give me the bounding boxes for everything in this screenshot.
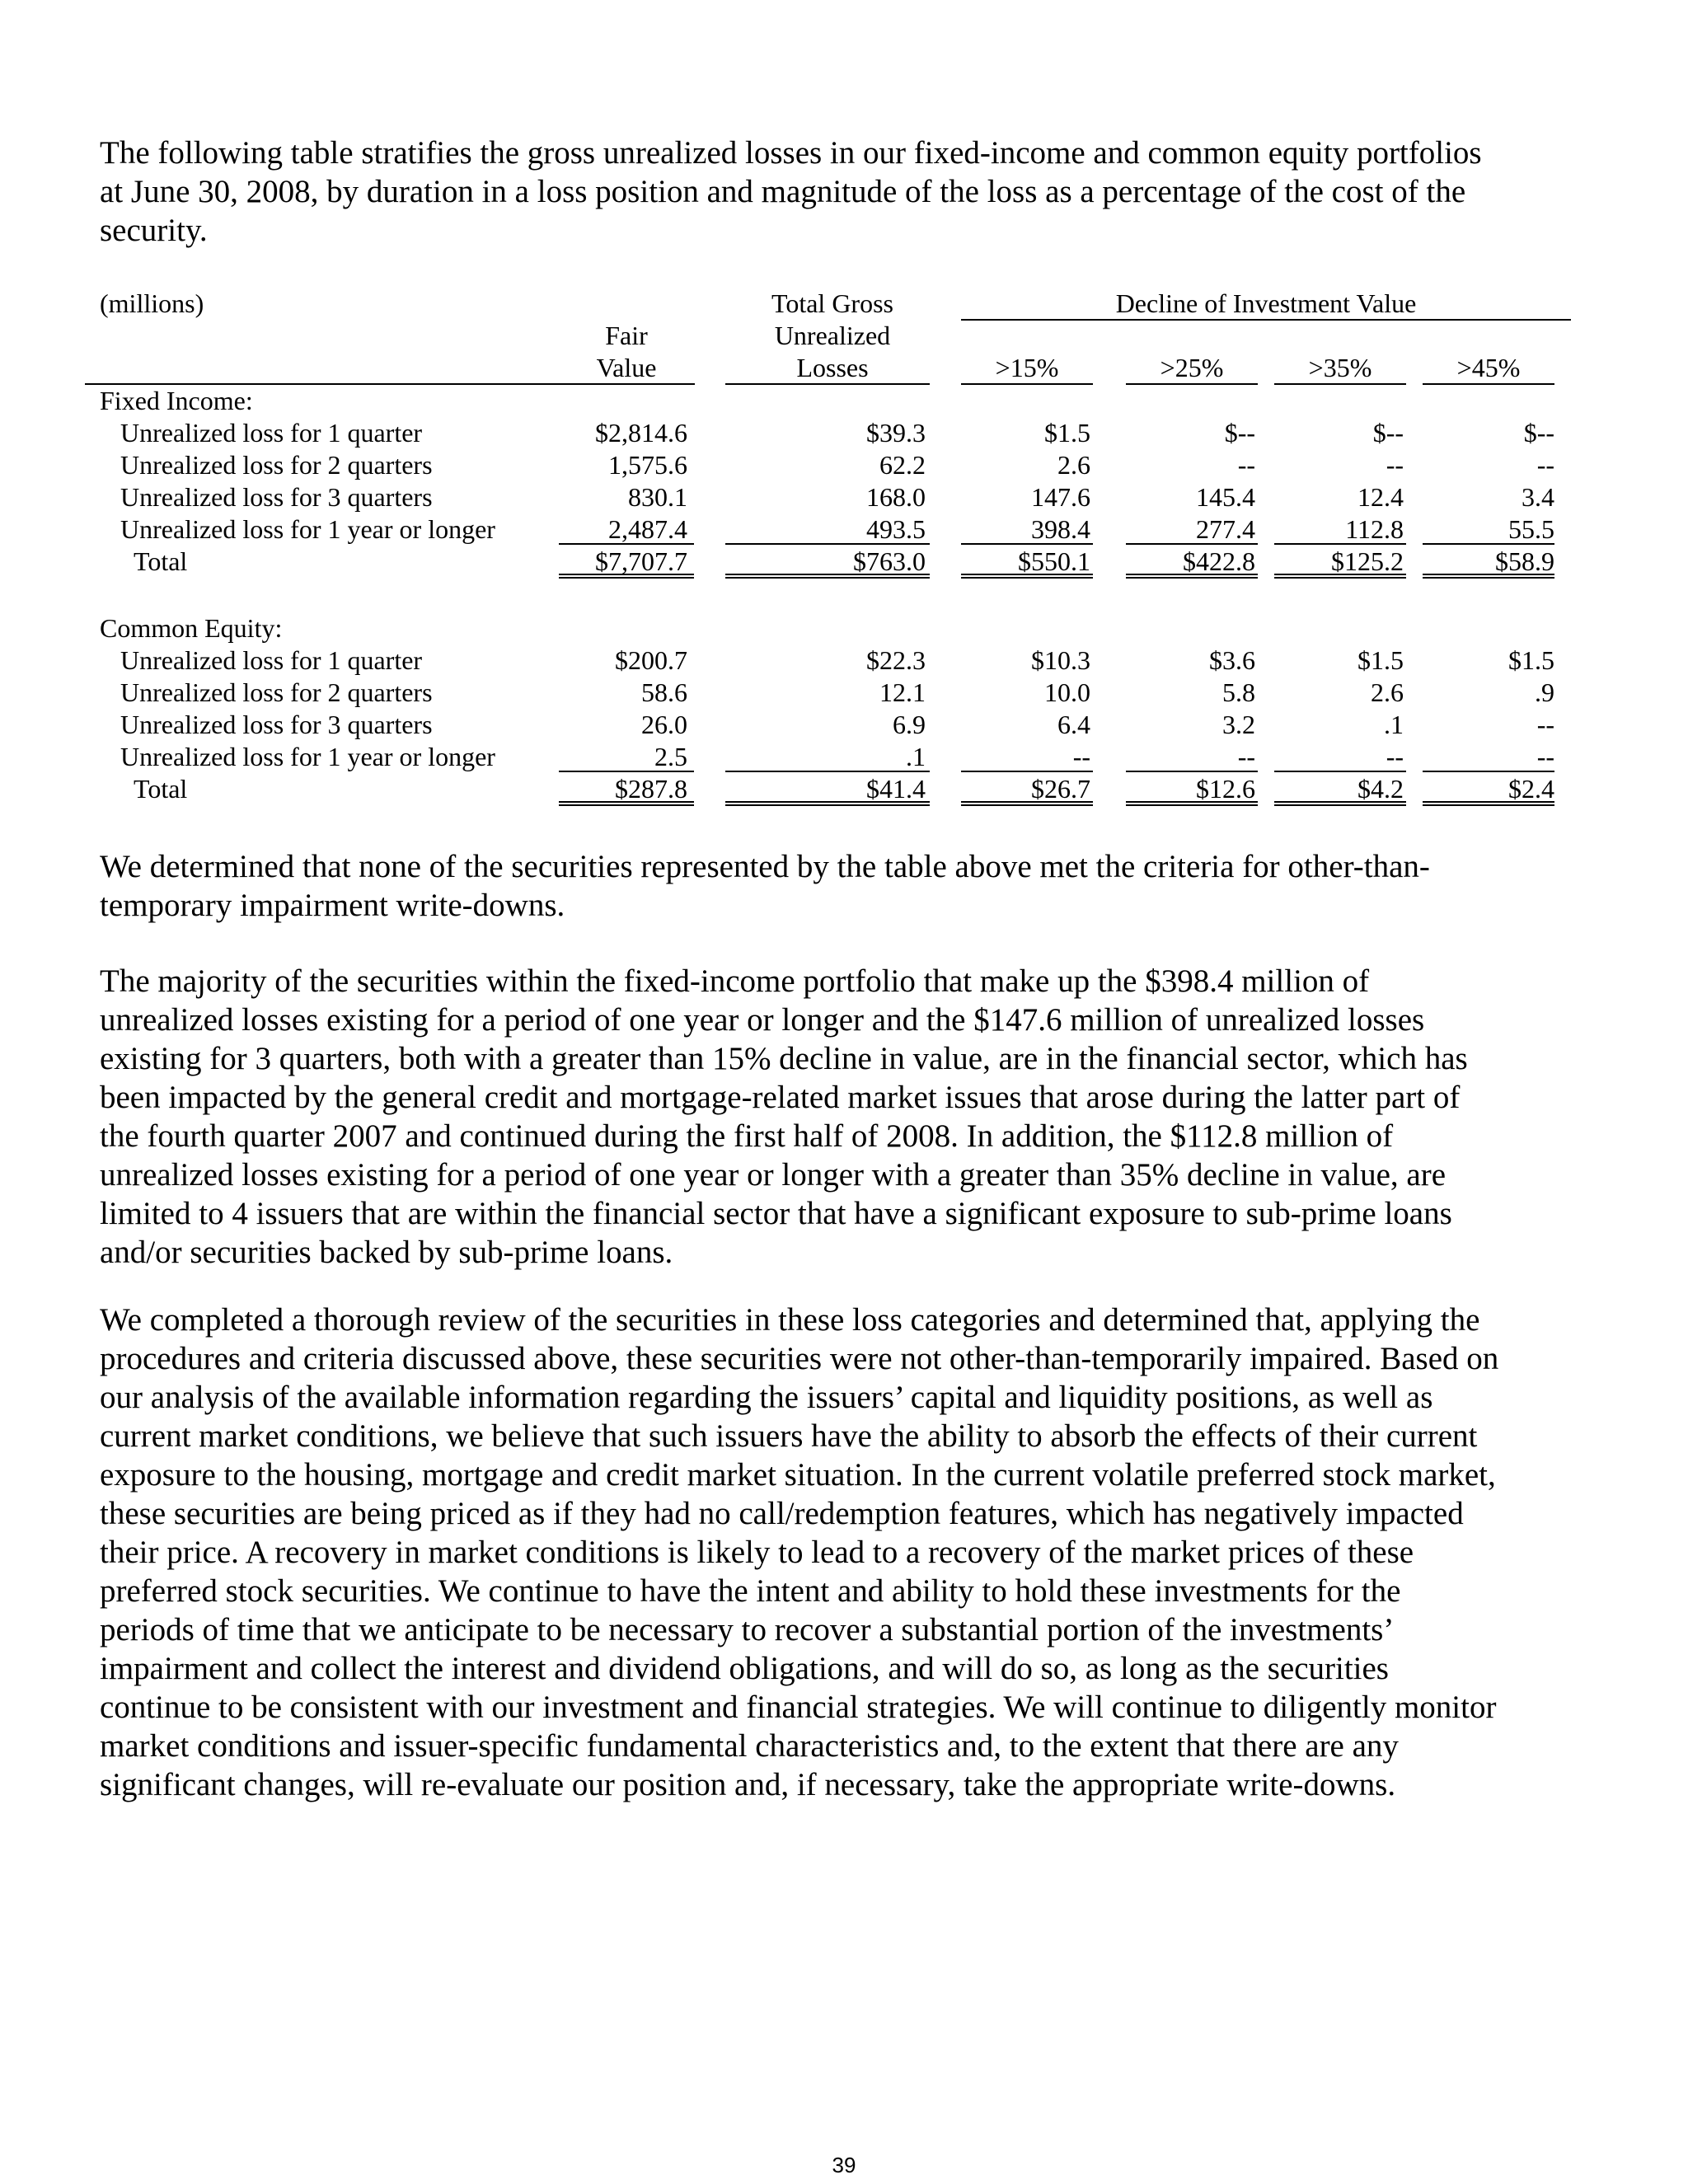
total-15: $550.1	[1018, 546, 1090, 576]
total-45: $2.4	[1508, 774, 1554, 804]
subtotal-rule	[961, 771, 1093, 772]
cell-35: 2.6	[1371, 677, 1404, 707]
cell-25: --	[1237, 450, 1255, 480]
decline-25-header: >25%	[1160, 353, 1224, 382]
cell-45: 55.5	[1508, 514, 1554, 544]
total-double-rule	[1423, 801, 1554, 806]
total-35: $125.2	[1331, 546, 1404, 576]
cell-35: .1	[1384, 710, 1404, 739]
total-double-rule	[725, 801, 930, 806]
cell-15: $10.3	[1031, 645, 1090, 675]
decline-45-header: >45%	[1456, 353, 1521, 382]
total-double-rule	[961, 801, 1093, 806]
review-paragraph: We completed a thorough review of the securities in these loss categories and determined that, applying the procedures and criteria discussed above, these securities were not other-than-temporarily impaired. Based on our analysis of the available information regarding the issuers’ capital and liquidity positions, as well as current market conditions, we believe that such issuers have the ability to absorb the effects of their current exposure to the housing, mortgage and credit market situation. In the current volatile preferred stock market, these securities are being priced as if they had no call/redemption features, which has negatively impacted their price. A recovery in market conditions is likely to lead to a recovery of the market prices of these preferred stock securities. We continue to have the intent and ability to hold these investments for the periods of time that we anticipate to be necessary to recover a substantial portion of the investments’ impairment and collect the interest and dividend obligations, and will do so, as long as the securities continue to be consistent with our investment and financial strategies. We will continue to diligently monitor market conditions and issuer-specific fundamental characteristics and, to the extent that there are any significant changes, will re-evaluate our position and, if necessary, take the appropriate write-downs.	[100, 1302, 1499, 1802]
decline-35-header: >35%	[1308, 353, 1372, 382]
total-double-rule	[1274, 574, 1406, 579]
subtotal-rule	[1274, 771, 1406, 772]
row-label: Unrealized loss for 1 quarter	[120, 418, 423, 448]
cell-fair: 1,575.6	[608, 450, 687, 480]
subtotal-rule	[1423, 771, 1554, 772]
total-double-rule	[961, 574, 1093, 579]
total-fair: $7,707.7	[595, 546, 687, 576]
cell-25: --	[1237, 742, 1255, 771]
row-label: Unrealized loss for 1 year or longer	[120, 514, 495, 544]
cell-45: .9	[1535, 677, 1554, 707]
cell-fair: $200.7	[615, 645, 687, 675]
cell-15: --	[1072, 742, 1090, 771]
cell-45: $--	[1523, 418, 1554, 448]
unrealized-losses-table	[0, 0, 1688, 824]
subtotal-rule	[725, 543, 930, 545]
cell-15: 6.4	[1057, 710, 1090, 739]
subtotal-rule	[559, 543, 694, 545]
total-double-rule	[1274, 801, 1406, 806]
subtotal-rule	[559, 771, 694, 772]
total-fair: $287.8	[615, 774, 687, 804]
section-title: Fixed Income:	[100, 386, 253, 415]
cell-gross: $39.3	[866, 418, 926, 448]
cell-15: $1.5	[1044, 418, 1090, 448]
cell-35: $1.5	[1357, 645, 1404, 675]
total-double-rule	[1126, 574, 1258, 579]
row-label: Unrealized loss for 1 year or longer	[120, 742, 495, 771]
cell-gross: .1	[906, 742, 926, 771]
total-45: $58.9	[1495, 546, 1554, 576]
cell-gross: 12.1	[879, 677, 926, 707]
cell-fair: $2,814.6	[595, 418, 687, 448]
cell-gross: $22.3	[866, 645, 926, 675]
total-gross: $763.0	[853, 546, 926, 576]
subtotal-rule	[1126, 771, 1258, 772]
cell-35: --	[1386, 742, 1404, 771]
intro-paragraph: The following table stratifies the gross unrealized losses in our fixed-income and common equity portfolios at June 30, 2008, by duration in a loss position and magnitude of the loss as a percentage of the cost of the security.	[100, 135, 1482, 248]
cell-fair: 26.0	[641, 710, 687, 739]
cell-fair: 58.6	[641, 677, 687, 707]
financial-sector-paragraph: The majority of the securities within the fixed-income portfolio that make up the $398.4 million of unrealized losses existing for a period of one year or longer and the $147.6 million of unrealized losses existing for 3 quarters, both with a greater than 15% decline in value, are in the financial sector, which has been impacted by the general credit and mortgage-related market issues that arose during the latter part of the fourth quarter 2007 and continued during the first half of 2008. In addition, the $112.8 million of unrealized losses existing for a period of one year or longer with a greater than 35% decline in value, are limited to 4 issuers that are within the financial sector that have a significant exposure to sub-prime loans and/or securities backed by sub-prime loans.	[100, 963, 1468, 1270]
page-number: 39	[832, 2153, 856, 2177]
decline-15-header: >15%	[995, 353, 1059, 382]
cell-35: 112.8	[1345, 514, 1404, 544]
subtotal-rule	[961, 543, 1093, 545]
total-label: Total	[134, 774, 188, 804]
row-label: Unrealized loss for 2 quarters	[120, 677, 433, 707]
decline-15-rule	[961, 383, 1093, 385]
cell-15: 10.0	[1044, 677, 1090, 707]
cell-25: $--	[1224, 418, 1255, 448]
total-double-rule	[1126, 801, 1258, 806]
cell-gross: 6.9	[893, 710, 926, 739]
subtotal-rule	[1274, 543, 1406, 545]
total-15: $26.7	[1031, 774, 1090, 804]
total-25: $12.6	[1196, 774, 1255, 804]
total-double-rule	[725, 574, 930, 579]
subtotal-rule	[1126, 543, 1258, 545]
total-gross: $41.4	[866, 774, 926, 804]
decline-35-rule	[1274, 383, 1406, 385]
decline-25-rule	[1126, 383, 1258, 385]
total-double-rule	[559, 801, 694, 806]
cell-25: $3.6	[1209, 645, 1255, 675]
section-title: Common Equity:	[100, 613, 283, 643]
decline-group-header: Decline of Investment Value	[1115, 288, 1417, 318]
cell-fair: 2.5	[654, 742, 687, 771]
gross-header-3: Losses	[796, 353, 869, 382]
fair-header-1: Fair	[605, 321, 648, 350]
cell-45: 3.4	[1522, 482, 1554, 512]
cell-35: 12.4	[1357, 482, 1404, 512]
group-header-rule	[961, 319, 1571, 321]
total-double-rule	[559, 574, 694, 579]
cell-gross: 62.2	[879, 450, 926, 480]
total-25: $422.8	[1183, 546, 1255, 576]
row-label: Unrealized loss for 3 quarters	[120, 482, 433, 512]
cell-fair: 830.1	[628, 482, 687, 512]
subtotal-rule	[1423, 543, 1554, 545]
row-label: Unrealized loss for 2 quarters	[120, 450, 433, 480]
cell-45: $1.5	[1508, 645, 1554, 675]
cell-gross: 493.5	[866, 514, 926, 544]
cell-35: --	[1386, 450, 1404, 480]
total-label: Total	[134, 546, 188, 576]
cell-25: 277.4	[1196, 514, 1255, 544]
gross-header-1: Total Gross	[771, 288, 893, 318]
cell-25: 145.4	[1196, 482, 1255, 512]
subtotal-rule	[725, 771, 930, 772]
units-label: (millions)	[100, 288, 204, 318]
cell-15: 398.4	[1031, 514, 1090, 544]
cell-25: 3.2	[1222, 710, 1255, 739]
row-label: Unrealized loss for 3 quarters	[120, 710, 433, 739]
gross-header-rule	[725, 383, 930, 385]
cell-45: --	[1536, 450, 1554, 480]
fair-header-2: Value	[596, 353, 657, 382]
cell-25: 5.8	[1222, 677, 1255, 707]
cell-gross: 168.0	[866, 482, 926, 512]
impairment-paragraph: We determined that none of the securities represented by the table above met the criteria for other-than-temporary impairment write-downs.	[100, 849, 1430, 923]
cell-35: $--	[1372, 418, 1404, 448]
cell-45: --	[1536, 710, 1554, 739]
cell-15: 147.6	[1031, 482, 1090, 512]
gross-header-2: Unrealized	[774, 321, 891, 350]
cell-fair: 2,487.4	[608, 514, 687, 544]
total-double-rule	[1423, 574, 1554, 579]
row-label: Unrealized loss for 1 quarter	[120, 645, 423, 675]
decline-45-rule	[1423, 383, 1554, 385]
cell-15: 2.6	[1057, 450, 1090, 480]
total-35: $4.2	[1357, 774, 1404, 804]
cell-45: --	[1536, 742, 1554, 771]
